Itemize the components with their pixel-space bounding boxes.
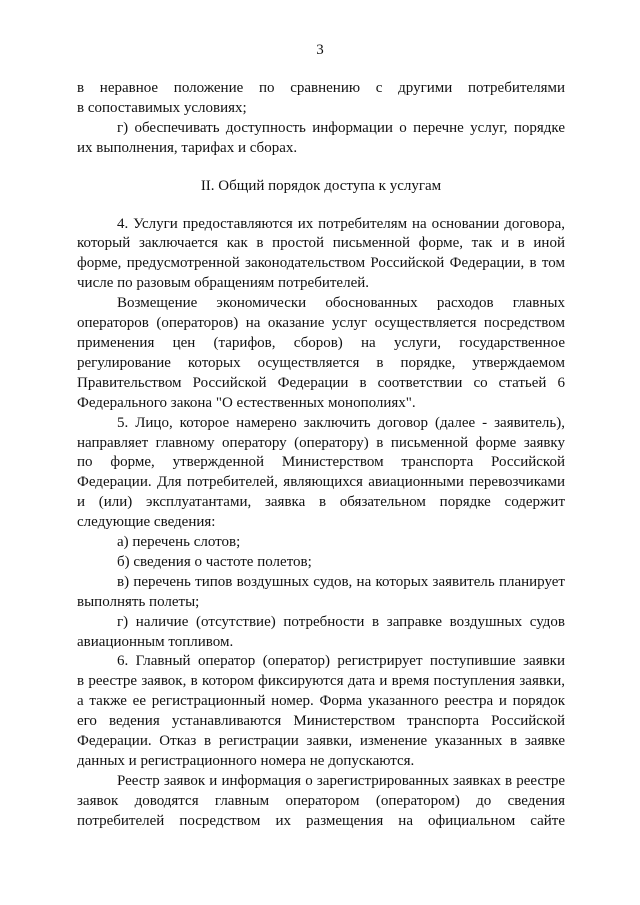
- list-item: б) сведения о частоте полетов;: [117, 553, 312, 570]
- text-line: по форме, утвержденной Министерством транспорта Российской: [77, 454, 565, 471]
- text-line: Возмещение экономически обоснованных расходов главных: [117, 295, 565, 312]
- text-line: Реестр заявок и информация о зарегистрированных заявках в реестре: [117, 772, 565, 789]
- text-line: операторов (операторов) на оказание услуг осуществляется посредством: [77, 315, 565, 332]
- text-line: Федерации. Отказ в регистрации заявки, изменение указанных в заявке: [77, 733, 565, 750]
- text-line: который заключается как в простой письменной форме, так и в иной: [77, 235, 565, 252]
- text-line: а также ее регистрационный номер. Форма указанного реестра и порядок: [77, 693, 565, 710]
- text-line: заявок доводятся главным оператором (оператором) до сведения: [77, 792, 565, 809]
- text-line: в реестре заявок, в котором фиксируются дата и время поступления заявки,: [77, 673, 565, 690]
- text-line: их выполнения, тарифах и сборах.: [77, 139, 298, 156]
- text-line: применения цен (тарифов, сборов) на услуги, государственное: [77, 334, 565, 351]
- text-line: и (или) эксплуатантами, заявка в обязательном порядке содержит: [77, 494, 565, 511]
- text-line: 5. Лицо, которое намерено заключить договор (далее - заявитель),: [117, 414, 565, 431]
- text-line: регулирование которых осуществляется в порядке, утверждаемом: [77, 354, 565, 371]
- text-line: числе по разовым обращениям потребителей.: [77, 275, 370, 292]
- text-line: Правительством Российской Федерации в соответствии со статьей 6: [77, 374, 565, 391]
- text-line: Федерального закона "О естественных монополиях".: [77, 394, 416, 411]
- text-line: потребителей посредством их размещения на официальном сайте: [77, 812, 565, 829]
- text-line: Федерации. Для потребителей, являющихся авиационными перевозчиками: [77, 474, 565, 491]
- text-line: в неравное положение по сравнению с другими потребителями: [77, 80, 565, 96]
- text-line: направляет главному оператору (оператору) в письменной форме заявку: [77, 434, 565, 451]
- text-line: выполнять полеты;: [77, 593, 200, 610]
- text-line: следующие сведения:: [77, 514, 216, 531]
- text-line: его ведения устанавливаются Министерством транспорта Российской: [77, 713, 565, 730]
- text-line: 6. Главный оператор (оператор) регистрирует поступившие заявки: [117, 653, 565, 670]
- text-line: авиационным топливом.: [77, 633, 234, 650]
- section-heading: II. Общий порядок доступа к услугам: [200, 177, 442, 194]
- list-item: а) перечень слотов;: [117, 534, 241, 551]
- text-line: форме, предусмотренной законодательством Российской Федерации, в том: [77, 255, 565, 272]
- list-item: в) перечень типов воздушных судов, на которых заявитель планирует: [117, 573, 565, 590]
- text-line: г) обеспечивать доступность информации о перечне услуг, порядке: [117, 119, 565, 136]
- text-line: данных и регистрационного номера не допускаются.: [77, 753, 415, 769]
- text-line: в сопоставимых условиях;: [77, 99, 247, 116]
- text-line: 4. Услуги предоставляются их потребителям на основании договора,: [117, 215, 565, 232]
- document-body: [77, 79, 565, 832]
- page-number: 3: [316, 42, 324, 58]
- list-item: г) наличие (отсутствие) потребности в заправке воздушных судов: [117, 613, 565, 630]
